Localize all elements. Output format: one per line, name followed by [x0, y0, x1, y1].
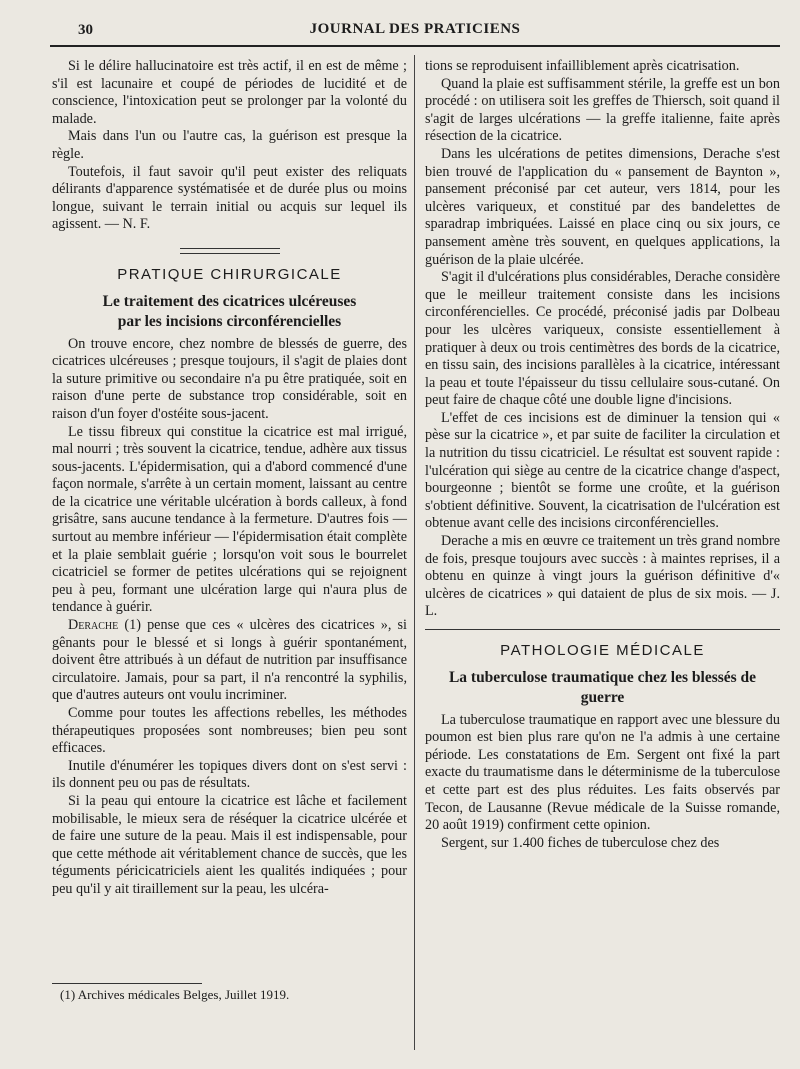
section-heading: PATHOLOGIE MÉDICALE	[500, 642, 705, 659]
paragraph: On trouve encore, chez nombre de blessés de guerre, des cicatrices ulcéreuses ; presque toujours, il s'agit de plaies dont la suture primitive ou secondaire n'a pu être pratiquée, soit en raison d'une perte de substance trop considérable, soit en raison d'un foyer d'ostéite sous-jacent.	[52, 335, 407, 422]
section-divider	[425, 629, 780, 630]
paragraph: Comme pour toutes les affections rebelles, les méthodes thérapeutiques proposées sont nombreuses; bien peu sont efficaces.	[52, 705, 407, 757]
article-title-line: guerre	[580, 688, 625, 706]
paragraph: Inutile d'énumérer les topiques divers dont on s'est servi : ils donnent peu ou pas de résultats.	[52, 757, 407, 792]
article-title	[52, 292, 407, 332]
paragraph: tions se reproduisent infailliblement après cicatrisation.	[425, 58, 740, 74]
article-title-line: La tuberculose traumatique chez les blessés de	[448, 668, 757, 686]
paragraph: Sergent, sur 1.400 fiches de tuberculose chez des	[441, 834, 720, 851]
paragraph: Dans les ulcérations de petites dimensions, Derache s'est bien trouvé de l'application du « pansement de Baynton », pansement préconisé par cet auteur, vers 1814, pour les ulcères variqueux, et constitué par des bandelettes de sparadrap imbriquées. Laissé en place cinq ou six jours, ce pansement amène très souvent, en quelques applications, la guérison de la plaie ulcérée.	[425, 145, 780, 268]
article-title-line: Le traitement des cicatrices ulcéreuses	[102, 292, 357, 310]
paragraph: Si le délire hallucinatoire est très actif, il en est de même ; s'il est lacunaire et coupé de périodes de lucidité et de conscience, l'intoxication peut se prolonger par la volonté du malade.	[52, 58, 407, 127]
paragraph	[52, 617, 407, 705]
section-heading: PRATIQUE CHIRURGICALE	[117, 265, 342, 283]
footnote-rule	[52, 983, 202, 984]
paragraph: Mais dans l'un ou l'autre cas, la guérison est presque la règle.	[52, 128, 407, 162]
paragraph: S'agit il d'ulcérations plus considérables, Derache considère que le meilleur traitement consiste dans les incisions circonférencielles. Ce procédé, préconisé jadis par Dolbeau pour les ulcères variqueux, consiste essentiellement à pratiquer à deux ou trois centimètres des bords de la cicatrice, en tissu sain, des incisions parallèles à la cicatrice, intéressant la peau et toute l'épaisseur du tissu cellulaire sous-cutané. On peut faire de chaque côté une double ligne d'incisions.	[425, 269, 780, 409]
journal-title: JOURNAL DES PRATICIENS	[309, 21, 521, 37]
paragraph: La tuberculose traumatique en rapport avec une blessure du poumon est bien plus rare qu'on ne l'a admis à une certaine période. Les constatations de Em. Sergent ont fixé la part exacte du traumatisme dans le déterminisme de la tuberculose et cette part est des plus réduites. Les faits observés par Tecon, de Lausanne (Revue médicale de la Suisse romande, 20 août 1919) confirment cette opinion.	[425, 711, 780, 834]
article-title	[425, 668, 780, 708]
column-divider	[414, 55, 415, 1050]
paragraph: Derache a mis en œuvre ce traitement un très grand nombre de fois, presque toujours avec succès : à maintes reprises, il a obtenu en quinze à vingt jours la guérison définitive d'« ulcères de cicatrices » qui dataient de plus de six mois. — J. L.	[425, 533, 780, 620]
page-number: 30	[78, 22, 93, 38]
paragraph: L'effet de ces incisions est de diminuer la tension qui « pèse sur la cicatrice », et par suite de faciliter la circulation et la nutrition du tissu cicatriciel. Le résultat est souvent rapide : l'ulcération qui siège au centre de la cicatrice change d'aspect, bourgeonne ; bientôt se forme une croûte, et la guérison s'obtient définitive. Souvent, la cicatrisation de l'ulcération est obtenue avant celle des incisions circonférencielles.	[425, 409, 780, 532]
paragraph: Si la peau qui entoure la cicatrice est lâche et facilement mobilisable, le mieux sera de réséquer la cicatrice ulcérée et de faire une suture de la peau. Mais il est indispensable, pour que cette méthode ait véritablement chance de succès, que les téguments péricicatriciels aient les qualités indiquées ; pour peu qu'il y ait tiraillement sur la peau, les ulcéra-	[52, 792, 407, 897]
footnote: (1) Archives médicales Belges, Juillet 1919.	[60, 987, 290, 1002]
paragraph-text: (1) pense que ces « ulcères des cicatrices », si gênants pour le blessé et si longs à guérir spontanément, doivent être attribués à un défaut de nutrition par insuffisance circulatoire. Jamais, pour sa part, il n'a rencontré la syphilis, que d'autres auteurs ont voulu incriminer.	[52, 617, 407, 704]
left-column	[52, 58, 407, 899]
section-divider	[180, 248, 280, 254]
author-name: Derache	[68, 617, 119, 634]
paragraph: Le tissu fibreux qui constitue la cicatrice est mal irrigué, mal nourri ; très souvent la cicatrice, tendue, adhère aux tissus sous-jacents. L'épidermisation, qui a d'abord commencé d'une façon normale, s'arrête à un certain moment, laissant au centre de la cicatrice une véritable ulcération à bords calleux, à fond grisâtre, sans aucune tendance à la fermeture. D'autres fois — surtout au membre inférieur — l'épidermisation était complète et la plaie semblait guérie ; lorsqu'on voit sous le bourrelet cicatriciel se former de petites ulcérations qui se rejoignent peu à peu, formant une ulcération large qui n'aura plus de tendance à guérir.	[52, 423, 407, 616]
header-rule	[50, 45, 780, 47]
article-title-line: par les incisions circonférencielles	[117, 312, 342, 330]
paragraph: Quand la plaie est suffisamment stérile, la greffe est un bon procédé : on utilisera soit les greffes de Thiersch, soit quand il s'agit de larges ulcérations — la greffe italienne, faite après résection de la cicatrice.	[425, 75, 780, 145]
paragraph: Toutefois, il faut savoir qu'il peut exister des reliquats délirants d'apparence systématisée et de durée plus ou moins longue, suivant le terrain initial ou acquis sur lequel ils agissent. — N. F.	[52, 163, 407, 233]
page-header	[50, 20, 780, 44]
right-column	[425, 58, 780, 852]
